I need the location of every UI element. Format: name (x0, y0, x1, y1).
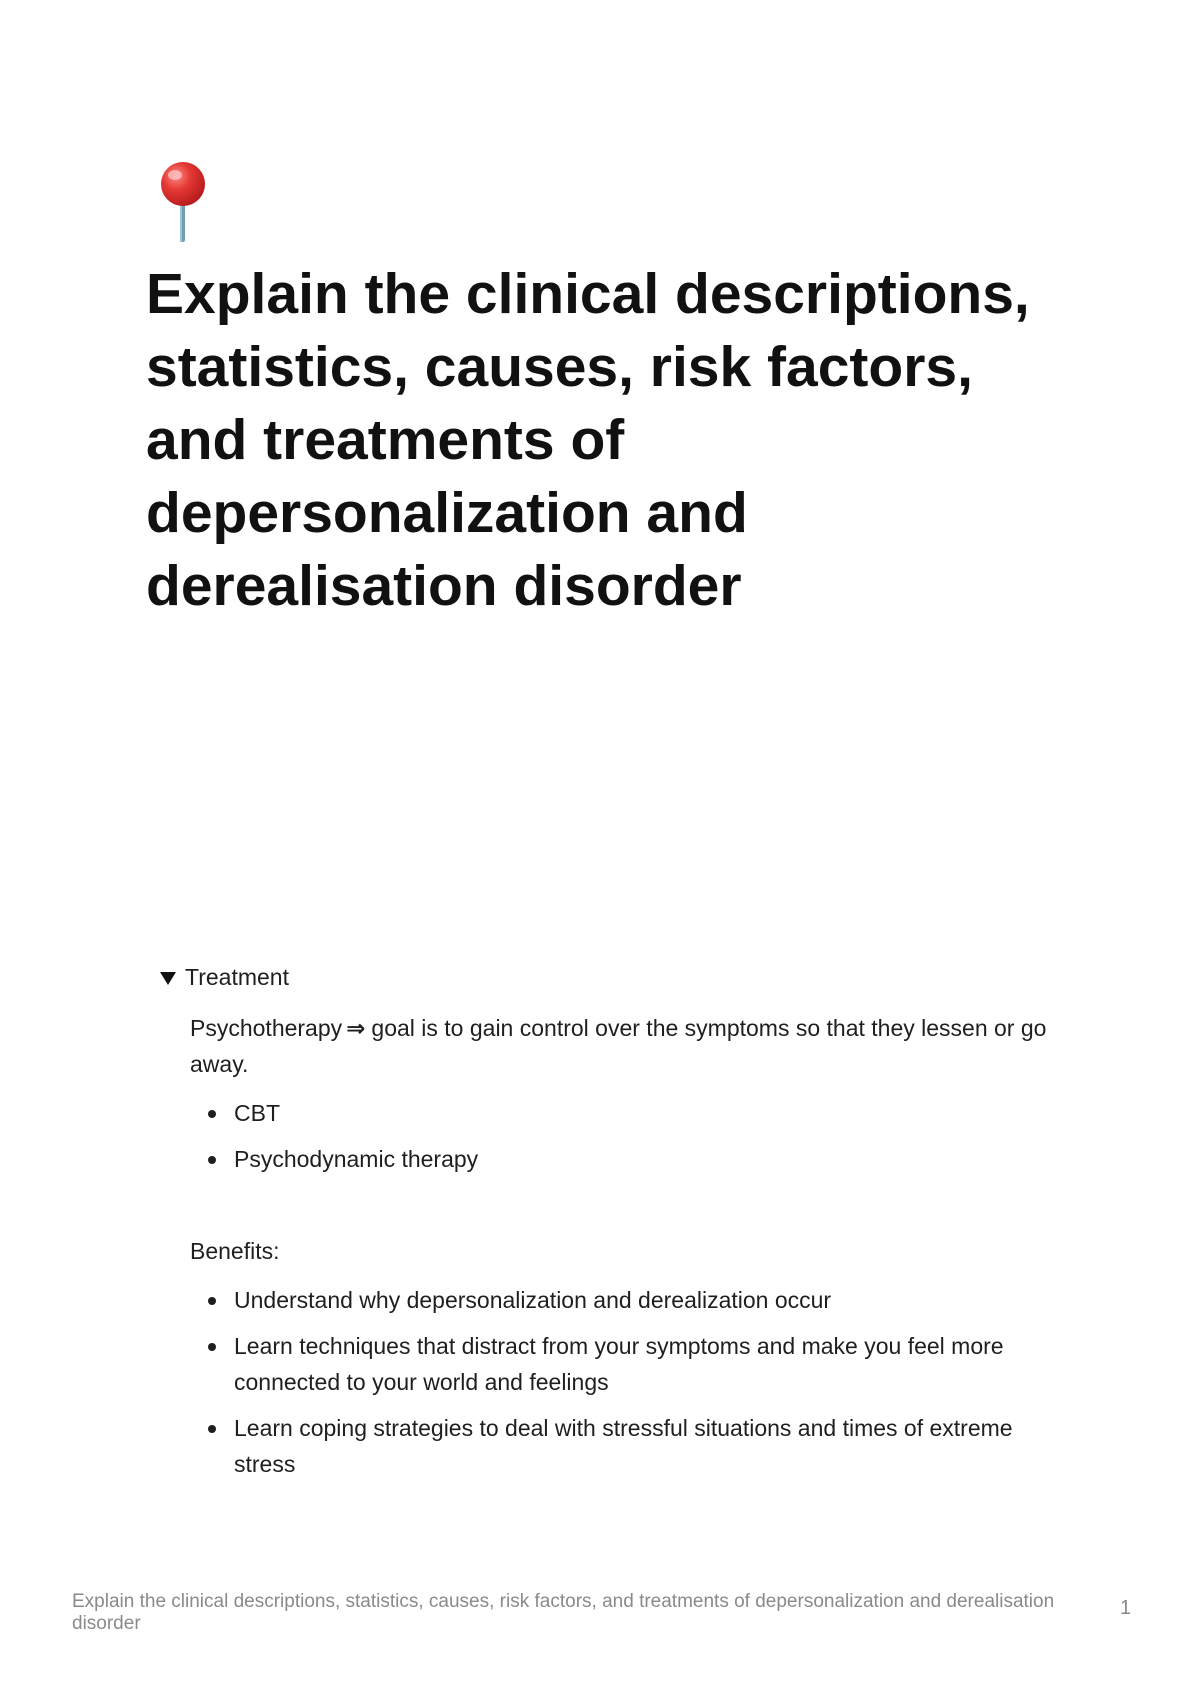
therapy-psychodynamic: Psychodynamic therapy (234, 1146, 479, 1172)
page-number: 1 (1120, 1597, 1132, 1619)
round-pushpin-icon (150, 158, 220, 244)
bullet-dot-icon (208, 1110, 216, 1118)
therapy-list (190, 1095, 1070, 1177)
psychotherapy-paragraph (190, 1010, 1050, 1082)
bullet-dot-icon (208, 1425, 216, 1433)
treatment-toggle[interactable] (160, 961, 1080, 993)
toggle-content (190, 1010, 1070, 1482)
benefit-techniques: Learn techniques that distract from your symptoms and make you feel more connected to your world and feelings (234, 1333, 1004, 1395)
benefits-list (190, 1282, 1070, 1482)
benefit-understand: Understand why depersonalization and derealization occur (234, 1287, 832, 1313)
bullet-dot-icon (208, 1297, 216, 1305)
right-double-arrow-icon: ⇒ (346, 1015, 366, 1041)
bullet-dot-icon (208, 1343, 216, 1351)
page-title: Explain the clinical descriptions, statistics, causes, risk factors, and treatments of depersonalization and derealisation disorder (146, 262, 1030, 618)
bullet-dot-icon (208, 1156, 216, 1164)
toggle-label: Treatment (185, 963, 289, 990)
benefits-heading: Benefits: (190, 1238, 280, 1264)
list-item (190, 1095, 1054, 1131)
list-item (190, 1410, 1054, 1482)
benefit-coping: Learn coping strategies to deal with stressful situations and times of extreme stress (234, 1415, 1013, 1477)
toggle-triangle-down-icon[interactable] (160, 972, 176, 985)
list-item (190, 1282, 1054, 1318)
psychotherapy-description: goal is to gain control over the symptoms so that they lessen or go away. (190, 1015, 1047, 1077)
psychotherapy-term: Psychotherapy (190, 1015, 343, 1041)
page-footer: Explain the clinical descriptions, statistics, causes, risk factors, and treatments of depersonalization and derealisation disorder (72, 1591, 1055, 1634)
list-item (190, 1328, 1014, 1400)
treatment-toggle-block (160, 961, 1080, 1477)
therapy-cbt: CBT (234, 1100, 280, 1126)
list-item (190, 1141, 1054, 1177)
